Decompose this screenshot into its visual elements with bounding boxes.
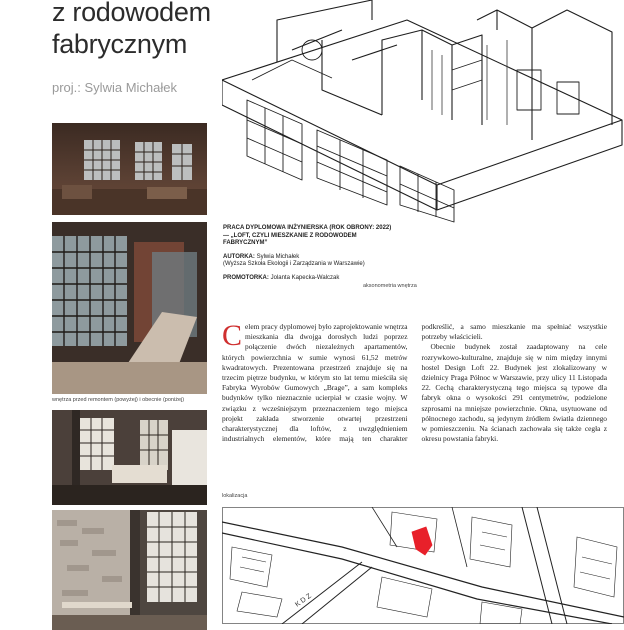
photos-caption: wnętrza przed remontem (powyżej) i obecnie (poniżej) <box>52 397 185 403</box>
author-value: Sylwia Michałek <box>256 253 300 260</box>
paragraph-1-text: elem pracy dyplomowej było zaprojektowanie wnętrza mieszkania dla dwojga dorosłych ludzi poprzez połączenie dwóch niezależnych apartamentów, których powierzchnia w sumie wynosi 61,52 metrów kwadratowych. Prezentowana przestrzeń znajduje się na trzecim piętrze budynku, w którym sto lat temu mieściła się Fabryka Wyrobów Gumowych „Brage”, a sam kompleks budynków tylko nieznacznie ucierpiał w czasie wojny. W związku z wcześniejszym przeznaczeniem tego miejsca projekt zakłada stworzenie otwartej przestrzeni charakterystycznej dla loftów, z uwzględnieniem industrialnych elementów, które mają ten charakter podkreślić, a samo mieszkanie ma spełniać wszystkie potrzeby właścicieli. <box>222 322 607 444</box>
drop-cap: C <box>222 319 243 352</box>
school-name: (Wyższa Szkoła Ekologii i Zarządzania w Warszawie) <box>223 261 365 267</box>
photo-after-1 <box>52 410 207 505</box>
title-line-2: fabrycznym <box>52 29 188 59</box>
svg-text:K D Z: K D Z <box>294 592 313 609</box>
thesis-heading: PRACA DYPLOMOWA INŻYNIERSKA (ROK OBRONY: 2022) — „LOFT, CZYLI MIESZKANIE Z RODOWODEM FABRYCZNYM” <box>223 225 392 246</box>
author-label: AUTORKA: <box>223 253 255 260</box>
map-caption: lokalizacja <box>222 493 248 499</box>
sketch-caption: aksonometria wnętrza <box>363 283 417 289</box>
axonometric-sketch <box>222 0 624 230</box>
thesis-info <box>223 225 398 282</box>
title-line-1: z rodowodem <box>52 0 211 27</box>
location-map <box>222 507 624 624</box>
article-paragraph-2: Obecnie budynek został zaadaptowany na cele rozrywkowo-kulturalne, znajduje się w nim między innymi hostel Design Loft 22. Budynek jest zlokalizowany w dzielnicy Praga Północ w Warszawie, przy ulicy 11 Listopada 22. Cechą charakterystyczną tego miejsca są typowe dla fabryk okna o wysokości 291 centymetrów, podzielone szprosami na mniejsze powierzchnie. Okna, usytuowane od północnego zachodu, są jedynym źródłem światła dziennego w pomieszczeniu. Na ścianach zachowała się także cegła z okresu powstania fabryki. <box>421 342 607 444</box>
photo-before-2 <box>52 222 207 394</box>
article-body <box>222 319 607 492</box>
photo-after-2 <box>52 510 207 630</box>
promoter-value: Jolanta Kapecka-Walczak <box>270 274 340 281</box>
author-subtitle: proj.: Sylwia Michałek <box>52 80 177 95</box>
photo-before-1 <box>52 123 207 215</box>
promoter-label: PROMOTORKA: <box>223 274 269 281</box>
